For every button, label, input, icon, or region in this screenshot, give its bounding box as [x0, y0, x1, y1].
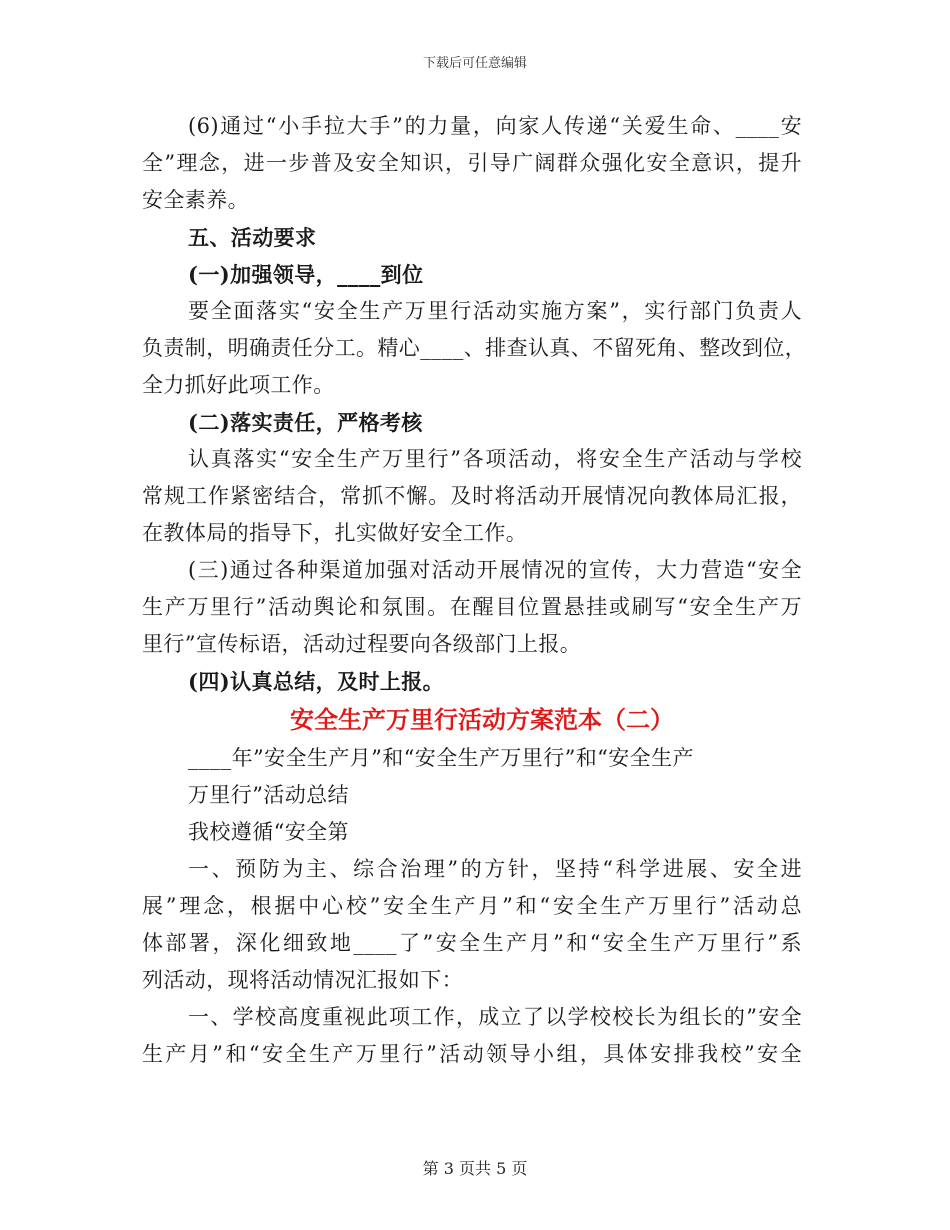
paragraph-line: (三)通过各种渠道加强对活动开展情况的宣传，大力营造“安全 [188, 558, 802, 582]
paragraph-line: 万里行”活动总结 [188, 783, 349, 807]
document-title: 安全生产万里行活动方案范本（二） [290, 705, 674, 734]
paragraph-line: 列活动，现将活动情况汇报如下： [142, 968, 463, 992]
paragraph-line: 全”理念，进一步普及安全知识，引导广阔群众强化安全意识，提升 [142, 151, 802, 175]
section-heading: 五、活动要求 [188, 225, 317, 250]
subsection-heading: (一)加强领导，____到位 [188, 262, 424, 287]
paragraph-line: 在教体局的指导下，扎实做好安全工作。 [142, 521, 528, 545]
paragraph-line: 全力抓好此项工作。 [142, 373, 335, 397]
paragraph-line: 里行”宣传标语，活动过程要向各级部门上报。 [142, 632, 582, 656]
page-header: 下载后可任意编辑 [422, 56, 527, 71]
document-body [142, 108, 807, 1073]
subsection-heading: (二)落实责任，严格考核 [188, 410, 423, 435]
paragraph-line: 安全素养。 [142, 188, 249, 212]
subsection-heading: (四)认真总结，及时上报。 [188, 669, 445, 694]
paragraph-line: 展”理念，根据中心校”安全生产月”和“安全生产万里行”活动总 [142, 894, 802, 918]
paragraph-line: 生产万里行”活动舆论和氛围。在醒目位置悬挂或刷写“安全生产万 [142, 595, 802, 619]
paragraph-line: ____年”安全生产月”和“安全生产万里行”和“安全生产 [188, 746, 694, 770]
paragraph-line: 负责制，明确责任分工。精心____、排查认真、不留死角、整改到位， [142, 336, 807, 360]
paragraph-line: (6)通过“小手拉大手”的力量，向家人传递“关爱生命、____安 [188, 114, 802, 138]
paragraph-line: 一、学校高度重视此项工作，成立了以学校校长为组长的”安全 [188, 1005, 802, 1029]
paragraph-line: 要全面落实“安全生产万里行活动实施方案”，实行部门负责人 [188, 299, 802, 323]
paragraph-line: 生产月”和“安全生产万里行”活动领导小组，具体安排我校”安全 [142, 1042, 802, 1066]
paragraph-line: 体部署，深化细致地____了”安全生产月”和“安全生产万里行”系 [142, 931, 802, 955]
paragraph-line: 我校遵循“安全第 [188, 820, 349, 844]
paragraph-line: 常规工作紧密结合，常抓不懈。及时将活动开展情况向教体局汇报， [142, 484, 802, 508]
paragraph-line: 认真落实“安全生产万里行”各项活动，将安全生产活动与学校 [188, 447, 802, 471]
page-number: 第 3 页共 5 页 [422, 1159, 528, 1178]
paragraph-line: 一、预防为主、综合治理”的方针，坚持“科学进展、安全进 [188, 857, 802, 881]
